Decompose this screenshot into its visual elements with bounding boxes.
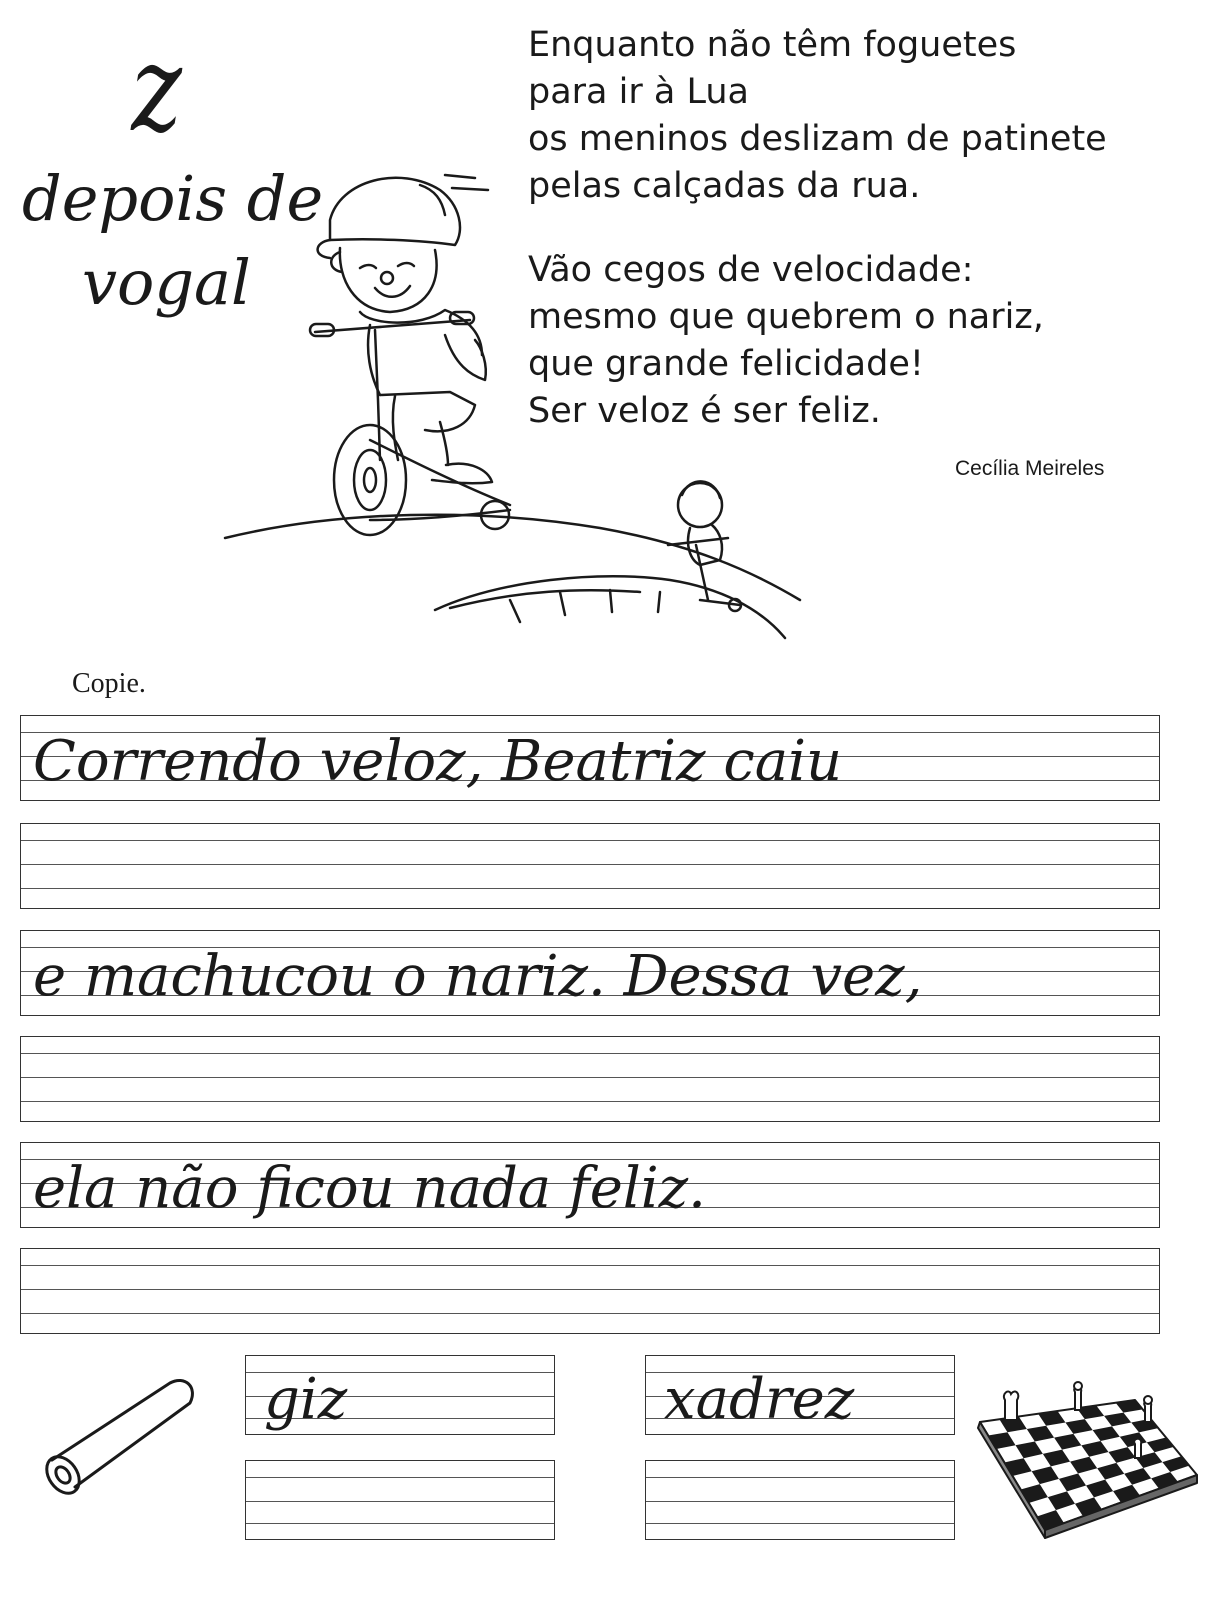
model-sentence-2: e machucou o nariz. Dessa vez, (33, 944, 923, 1009)
chessboard-icon (975, 1380, 1205, 1540)
chalk-icon (40, 1375, 200, 1505)
letter-z: z (131, 20, 182, 159)
poem-line: Enquanto não têm foguetes (528, 25, 1017, 65)
word-xadrez: xadrez (664, 1367, 855, 1432)
writing-band-1 (20, 715, 1160, 801)
rule-line-2: vogal (82, 246, 251, 319)
word-giz: giz (264, 1367, 348, 1432)
writing-band-6[interactable] (20, 1248, 1160, 1334)
poem-line: Ser veloz é ser feliz. (528, 391, 881, 431)
model-sentence-3: ela não ficou nada feliz. (33, 1156, 706, 1221)
model-sentence-1: Correndo veloz, Beatriz caiu (33, 729, 843, 794)
writing-band-3 (20, 930, 1160, 1016)
poem-line: para ir à Lua (528, 72, 749, 112)
poem-line: mesmo que quebrem o nariz, (528, 297, 1044, 337)
boy-on-scooter-illustration (220, 160, 820, 650)
word-box-xadrez (645, 1355, 955, 1435)
poem-line: os meninos deslizam de patinete (528, 119, 1107, 159)
instruction-copy: Copie. (72, 668, 146, 699)
rule-line-1: depois de (22, 162, 324, 235)
writing-band-4[interactable] (20, 1036, 1160, 1122)
writing-band-5 (20, 1142, 1160, 1228)
poem-author: Cecília Meireles (955, 457, 1105, 480)
writing-band-2[interactable] (20, 823, 1160, 909)
word-box-xadrez-copy[interactable] (645, 1460, 955, 1540)
word-box-giz-copy[interactable] (245, 1460, 555, 1540)
poem-line: Vão cegos de velocidade: (528, 250, 974, 290)
word-box-giz (245, 1355, 555, 1435)
poem-line: que grande felicidade! (528, 344, 924, 384)
poem-line: pelas calçadas da rua. (528, 166, 921, 206)
